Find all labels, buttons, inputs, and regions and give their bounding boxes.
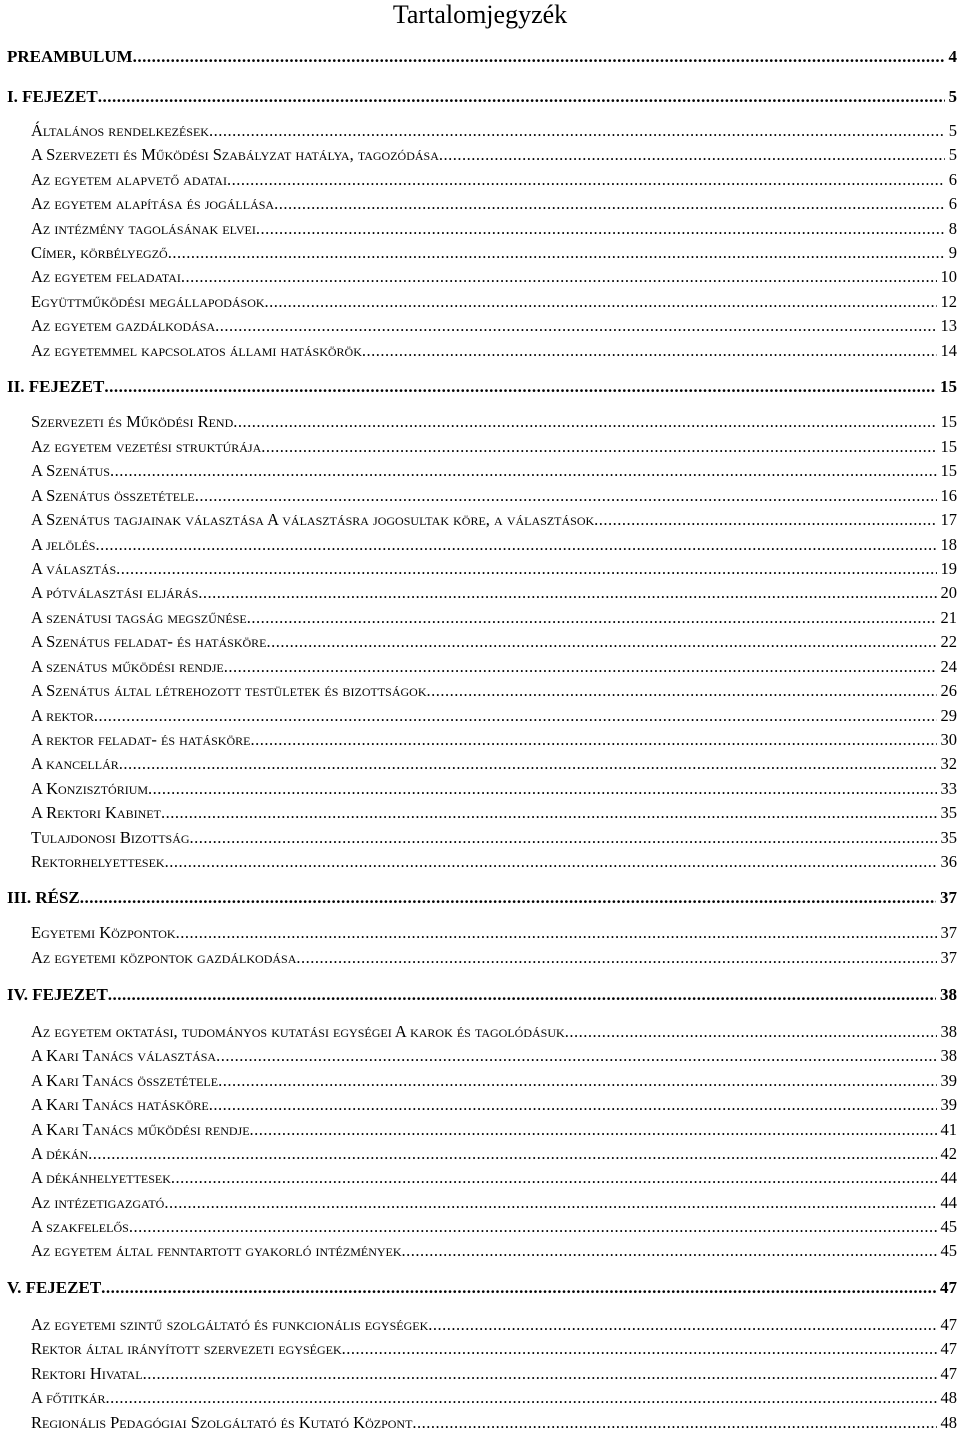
toc-section-row[interactable] — [31, 729, 957, 751]
toc-page-number: 38 — [940, 985, 957, 1004]
toc-chapter-row[interactable] — [7, 887, 957, 909]
toc-entry-label: Tulajdonosi Bizottság — [31, 828, 190, 847]
toc-entry-label: Az egyetem vezetési struktúrája — [31, 437, 262, 456]
toc-section-row[interactable] — [31, 558, 957, 580]
dot-leader — [161, 802, 937, 824]
toc-section-row[interactable] — [31, 778, 957, 800]
toc-page-number: 15 — [940, 437, 957, 456]
toc-page-number: 48 — [940, 1413, 957, 1432]
toc-page-number: 37 — [940, 888, 957, 907]
toc-page-number: 45 — [940, 1217, 957, 1236]
toc-section-row[interactable] — [31, 1045, 957, 1067]
dot-leader — [362, 340, 937, 362]
dot-leader — [439, 144, 945, 166]
toc-section-row[interactable] — [31, 851, 957, 873]
toc-section-row[interactable] — [31, 218, 957, 240]
toc-page-number: 15 — [940, 412, 957, 431]
toc-entry-label: A szakfelelős — [31, 1217, 129, 1236]
toc-section-row[interactable] — [31, 193, 957, 215]
dot-leader — [148, 778, 936, 800]
toc-entry-label: A Kari Tanács működési rendje — [31, 1120, 250, 1139]
dot-leader — [119, 753, 937, 775]
toc-page-number: 8 — [948, 219, 957, 238]
toc-entry-label: Az intézmény tagolásának elvei — [31, 219, 256, 238]
toc-page-number: 20 — [940, 583, 957, 602]
toc-entry-label: Az egyetem gazdálkodása — [31, 316, 216, 335]
toc-entry-label: II. FEJEZET — [7, 377, 105, 396]
toc-page-number: 14 — [940, 341, 957, 360]
toc-section-row[interactable] — [31, 1167, 957, 1189]
toc-page-number: 35 — [940, 803, 957, 822]
toc-section-row[interactable] — [31, 460, 957, 482]
toc-section-row[interactable] — [31, 922, 957, 944]
toc-section-row[interactable] — [31, 534, 957, 556]
dot-leader — [594, 509, 936, 531]
dot-leader — [224, 656, 937, 678]
page-title: Tartalomjegyzék — [392, 0, 568, 29]
dot-leader — [164, 1192, 936, 1214]
dot-leader — [181, 266, 937, 288]
toc-page-number: 4 — [948, 47, 957, 66]
toc-page-number: 6 — [948, 170, 957, 189]
toc-entry-label: Címer, körbélyegző — [31, 243, 168, 262]
toc-section-row[interactable] — [31, 1363, 957, 1385]
toc-section-row[interactable] — [31, 485, 957, 507]
toc-entry-label: A jelölés — [31, 535, 96, 554]
toc-section-row[interactable] — [31, 1192, 957, 1214]
toc-section-row[interactable] — [31, 1094, 957, 1116]
toc-section-row[interactable] — [31, 753, 957, 775]
toc-page-number: 5 — [948, 121, 957, 140]
dot-leader — [195, 485, 937, 507]
toc-section-row[interactable] — [31, 1314, 957, 1336]
dot-leader — [110, 460, 937, 482]
toc-entry-label: A Kari Tanács választása — [31, 1046, 217, 1065]
toc-entry-label: A szenátusi tagság megszűnése — [31, 608, 247, 627]
toc-section-row[interactable] — [31, 315, 957, 337]
toc-entry-label: IV. FEJEZET — [7, 985, 108, 1004]
dot-leader — [168, 242, 945, 264]
dot-leader — [101, 1277, 936, 1299]
toc-page-number: 32 — [940, 754, 957, 773]
toc-page-number: 35 — [940, 828, 957, 847]
toc-chapter-row[interactable] — [7, 376, 957, 398]
toc-entry-label: Szervezeti és Működési Rend — [31, 412, 234, 431]
dot-leader — [274, 193, 945, 215]
toc-entry-label: Egyetemi Központok — [31, 923, 176, 942]
dot-leader — [227, 169, 945, 191]
toc-entry-label: Rektorhelyettesek — [31, 852, 165, 871]
toc-section-row[interactable] — [31, 144, 957, 166]
toc-entry-label: A dékánhelyettesek — [31, 1168, 171, 1187]
toc-entry-label: Az egyetem feladatai — [31, 267, 181, 286]
toc-entry-label: A szenátus működési rendje — [31, 657, 224, 676]
dot-leader — [218, 1070, 936, 1092]
toc-section-row[interactable] — [31, 509, 957, 531]
toc-page-number: 44 — [940, 1168, 957, 1187]
toc-entry-label: Az egyetem által fenntartott gyakorló intézmények — [31, 1241, 402, 1260]
toc-page-number: 5 — [948, 145, 957, 164]
dot-leader — [104, 376, 936, 398]
toc-section-row[interactable] — [31, 1338, 957, 1360]
dot-leader — [233, 411, 936, 433]
toc-entry-label: A Konzisztórium — [31, 779, 149, 798]
toc-page-number: 13 — [940, 316, 957, 335]
toc-section-row[interactable] — [31, 411, 957, 433]
toc-section-row[interactable] — [31, 802, 957, 824]
toc-page-number: 47 — [940, 1339, 957, 1358]
toc-entry-label: A Szenátus által létrehozott testületek és bizottságok — [31, 681, 427, 700]
dot-leader — [98, 86, 945, 108]
toc-section-row[interactable] — [31, 656, 957, 678]
dot-leader — [250, 1119, 937, 1141]
dot-leader — [209, 120, 945, 142]
toc-entry-label: Az egyetemmel kapcsolatos állami hatáskörök — [31, 341, 362, 360]
toc-page-number: 26 — [940, 681, 957, 700]
toc-page-number: 41 — [940, 1120, 957, 1139]
dot-leader — [209, 1094, 937, 1116]
toc-section-row[interactable] — [31, 1216, 957, 1238]
toc-page-number: 38 — [940, 1022, 957, 1041]
toc-page-number: 36 — [940, 852, 957, 871]
toc-section-row[interactable] — [31, 705, 957, 727]
toc-chapter-row[interactable] — [7, 86, 957, 108]
toc-section-row[interactable] — [31, 947, 957, 969]
toc-section-row[interactable] — [31, 1387, 957, 1409]
toc-page-number: 30 — [940, 730, 957, 749]
toc-page-number: 5 — [948, 87, 957, 106]
toc-page-number: 24 — [940, 657, 957, 676]
toc-page-number: 48 — [940, 1388, 957, 1407]
toc-section-row[interactable] — [31, 1070, 957, 1092]
toc-entry-label: Az egyetem alapvető adatai — [31, 170, 227, 189]
toc-section-row[interactable] — [31, 169, 957, 191]
toc-section-row[interactable] — [31, 436, 957, 458]
dot-leader — [428, 1314, 936, 1336]
toc-section-row[interactable] — [31, 607, 957, 629]
toc-page-number: 37 — [940, 948, 957, 967]
toc-page-number: 38 — [940, 1046, 957, 1065]
toc-entry-label: PREAMBULUM — [7, 47, 133, 66]
toc-page-number: 47 — [940, 1278, 957, 1297]
toc-entry-label: Az egyetemi központok gazdálkodása — [31, 948, 297, 967]
toc-section-row[interactable] — [31, 827, 957, 849]
toc-page-number: 42 — [940, 1144, 957, 1163]
toc-entry-label: Általános rendelkezések — [31, 121, 209, 140]
dot-leader — [402, 1240, 937, 1262]
dot-leader — [250, 729, 936, 751]
dot-leader — [215, 315, 936, 337]
toc-entry-label: Rektor által irányított szervezeti egységek — [31, 1339, 342, 1358]
toc-entry-label: A főtitkár — [31, 1388, 106, 1407]
dot-leader — [88, 1143, 936, 1165]
toc-page-number: 17 — [940, 510, 957, 529]
toc-section-row[interactable] — [31, 1119, 957, 1141]
toc-entry-label: Regionális Pedagógiai Szolgáltató és Kutató Központ — [31, 1413, 413, 1432]
toc-entry-label: A Szenátus feladat- és hatásköre — [31, 632, 267, 651]
dot-leader — [342, 1338, 937, 1360]
toc-section-row[interactable] — [31, 242, 957, 264]
toc-entry-label: Az egyetem alapítása és jogállása — [31, 194, 275, 213]
toc-entry-label: A rektor feladat- és hatásköre — [31, 730, 251, 749]
toc-entry-label: A Kari Tanács hatásköre — [31, 1095, 209, 1114]
dot-leader — [296, 947, 936, 969]
dot-leader — [198, 582, 936, 604]
dot-leader — [143, 1363, 937, 1385]
toc-entry-label: A Szervezeti és Működési Szabályzat hatálya, tagozódása — [31, 145, 439, 164]
toc-page-number: 44 — [940, 1193, 957, 1212]
dot-leader — [133, 46, 945, 68]
dot-leader — [412, 1412, 936, 1434]
dot-leader — [116, 558, 936, 580]
toc-section-row[interactable] — [31, 120, 957, 142]
dot-leader — [426, 680, 936, 702]
toc-page-number: 10 — [940, 267, 957, 286]
dot-leader — [247, 607, 937, 629]
toc-entry-label: Együttműködési megállapodások — [31, 292, 265, 311]
toc-section-row[interactable] — [31, 340, 957, 362]
dot-leader — [261, 436, 936, 458]
toc-page-number: 12 — [940, 292, 957, 311]
dot-leader — [265, 291, 937, 313]
toc-section-row[interactable] — [31, 582, 957, 604]
dot-leader — [95, 534, 936, 556]
toc-entry-label: A kancellár — [31, 754, 119, 773]
dot-leader — [105, 1387, 936, 1409]
dot-leader — [190, 827, 937, 849]
dot-leader — [94, 705, 937, 727]
toc-entry-label: A Kari Tanács összetétele — [31, 1071, 219, 1090]
toc-page-number: 9 — [948, 243, 957, 262]
toc-page-number: 18 — [940, 535, 957, 554]
toc-entry-label: Az intézetigazgató — [31, 1193, 165, 1212]
toc-entry-label: A Szenátus összetétele — [31, 486, 195, 505]
toc-entry-label: A dékán — [31, 1144, 89, 1163]
toc-entry-label: III. RÉSZ — [7, 888, 80, 907]
toc-chapter-row[interactable] — [7, 984, 957, 1006]
dot-leader — [256, 218, 945, 240]
toc-section-row[interactable] — [31, 291, 957, 313]
toc-page-number: 37 — [940, 923, 957, 942]
toc-page-number: 15 — [940, 377, 957, 396]
dot-leader — [80, 887, 936, 909]
dot-leader — [171, 1167, 937, 1189]
dot-leader — [176, 922, 937, 944]
toc-entry-label: Rektori Hivatal — [31, 1364, 143, 1383]
toc-page-number: 39 — [940, 1071, 957, 1090]
toc-section-row[interactable] — [31, 266, 957, 288]
dot-leader — [129, 1216, 937, 1238]
toc-entry-label: A Rektori Kabinet — [31, 803, 161, 822]
toc-entry-label: A választás — [31, 559, 117, 578]
toc-entry-label: Az egyetemi szintű szolgáltató és funkcionális egységek — [31, 1315, 429, 1334]
toc-section-row[interactable] — [31, 1412, 957, 1434]
toc-page-number: 39 — [940, 1095, 957, 1114]
toc-entry-label: Az egyetem oktatási, tudományos kutatási egységei A karok és tagolódásuk — [31, 1022, 565, 1041]
toc-page-number: 29 — [940, 706, 957, 725]
dot-leader — [267, 631, 937, 653]
toc-entry-label: I. FEJEZET — [7, 87, 98, 106]
toc-page-number: 33 — [940, 779, 957, 798]
toc-entry-label: A Szenátus — [31, 461, 110, 480]
toc-section-row[interactable] — [31, 1143, 957, 1165]
toc-page-number: 45 — [940, 1241, 957, 1260]
toc-section-row[interactable] — [31, 680, 957, 702]
toc-page-number: 15 — [940, 461, 957, 480]
toc-page-number: 16 — [940, 486, 957, 505]
toc-page-number: 22 — [940, 632, 957, 651]
toc-section-row[interactable] — [31, 1021, 957, 1043]
toc-page-number: 6 — [948, 194, 957, 213]
toc-section-row[interactable] — [31, 631, 957, 653]
toc-entry-label: A rektor — [31, 706, 94, 725]
toc-page-number: 47 — [940, 1364, 957, 1383]
toc-entry-label: V. FEJEZET — [7, 1278, 102, 1297]
dot-leader — [565, 1021, 937, 1043]
dot-leader — [108, 984, 936, 1006]
toc-section-row[interactable] — [31, 1240, 957, 1262]
toc-entry-label: A pótválasztási eljárás — [31, 583, 199, 602]
dot-leader — [216, 1045, 936, 1067]
toc-chapter-row[interactable] — [7, 46, 957, 68]
toc-page-number: 21 — [940, 608, 957, 627]
toc-entry-label: A Szenátus tagjainak választása A választásra jogosultak köre, a választások — [31, 510, 595, 529]
toc-chapter-row[interactable] — [7, 1277, 957, 1299]
dot-leader — [165, 851, 937, 873]
toc-page-number: 19 — [940, 559, 957, 578]
toc-page-number: 47 — [940, 1315, 957, 1334]
